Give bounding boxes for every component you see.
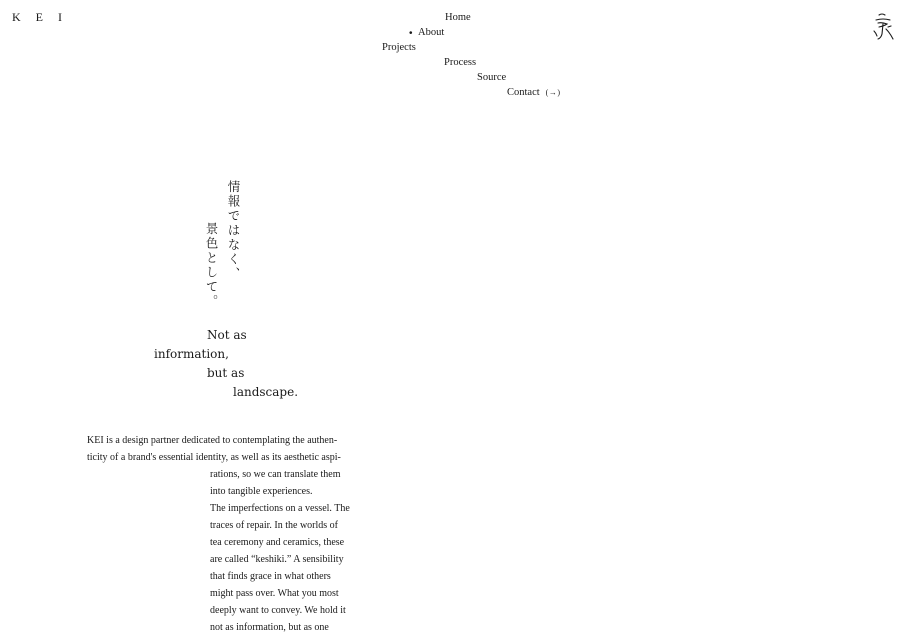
jp-heading-line-2: 景色として。 <box>204 222 219 309</box>
nav-source[interactable]: Source <box>477 72 507 83</box>
nav-about[interactable]: About <box>418 27 445 38</box>
nav-contact[interactable] <box>507 87 561 99</box>
intro-line: that finds grace in what others <box>210 571 331 582</box>
tagline-line: information, <box>154 347 229 361</box>
intro-line: tea ceremony and ceramics, these <box>210 537 345 548</box>
tagline-line: Not as <box>207 328 247 342</box>
intro-line: rations, so we can translate them <box>210 469 341 480</box>
nav-home[interactable]: Home <box>445 12 471 23</box>
contact-arrow-icon: (→) <box>545 88 561 97</box>
intro-line: might pass over. What you most <box>210 588 339 599</box>
intro-line: traces of repair. In the worlds of <box>210 520 339 531</box>
nav-active-marker: • <box>409 28 413 39</box>
intro-line: into tangible experiences. <box>210 486 313 497</box>
nav-process[interactable]: Process <box>444 57 477 68</box>
nav-contact-label: Contact <box>507 87 540 98</box>
intro-line: The imperfections on a vessel. The <box>210 503 350 514</box>
intro-line: KEI is a design partner dedicated to contemplating the authen- <box>87 435 338 446</box>
intro-line: not as information, but as one <box>210 622 329 633</box>
intro-line: ticity of a brand's essential identity, as well as its aesthetic aspi- <box>87 452 341 463</box>
site-logo[interactable]: K E I <box>12 10 68 24</box>
jp-heading-line-1: 情報ではなく、 <box>226 180 241 282</box>
intro-line: are called “keshiki.” A sensibility <box>210 554 344 565</box>
nav-projects[interactable]: Projects <box>382 42 416 53</box>
intro-line: deeply want to convey. We hold it <box>210 605 346 616</box>
tagline-line: but as <box>207 366 245 380</box>
tagline-line: landscape. <box>233 385 299 399</box>
kei-calligraphy-mark-icon[interactable] <box>870 12 896 42</box>
